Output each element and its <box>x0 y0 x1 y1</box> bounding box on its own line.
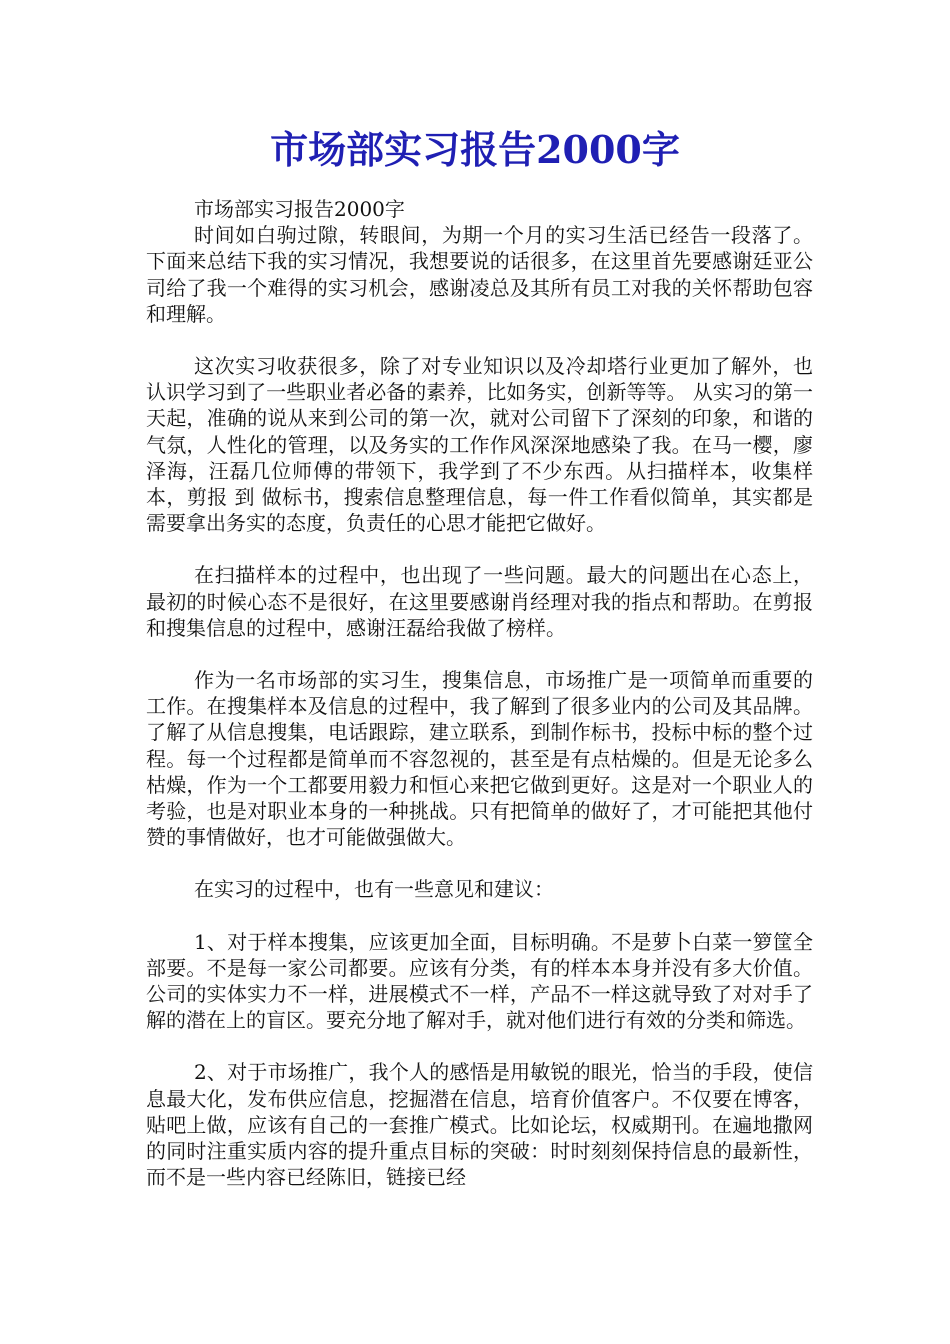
paragraph: 2、对于市场推广，我个人的感悟是用敏锐的眼光，恰当的手段，使信息最大化，发布供应信息，挖掘潜在信息，培育价值客户。不仅要在博客，贴吧上做，应该有自己的一套推广模式。比如论坛，权威期刊。在遍地撒网的同时注重实质内容的提升重点目标的突破：时时刻刻保持信息的最新性，而不是一些内容已经陈旧，链接已经 <box>146 1060 813 1190</box>
document-title: 市场部实习报告2000字 <box>270 127 680 172</box>
paragraph: 在扫描样本的过程中，也出现了一些问题。最大的问题出在心态上，最初的时候心态不是很好，在这里要感谢肖经理对我的指点和帮助。在剪报和搜集信息的过程中，感谢汪磊给我做了榜样。 <box>146 563 813 640</box>
document-body <box>146 196 813 1191</box>
paragraph: 作为一名市场部的实习生，搜集信息，市场推广是一项简单而重要的工作。在搜集样本及信息的过程中，我了解到了很多业内的公司及其品牌。了解了从信息搜集，电话跟踪，建立联系，到制作标书，投标中标的整个过程。每一个过程都是简单而不容忽视的，甚至是有点枯燥的。但是无论多么枯燥，作为一个工都要用毅力和恒心来把它做到更好。这是对一个职业人的考验，也是对职业本身的一种挑战。只有把简单的做好了，才可能把其他付赞的事情做好，也才可能做强做大。 <box>146 668 813 850</box>
paragraph: 1、对于样本搜集，应该更加全面，目标明确。不是萝卜白菜一箩筐全部要。不是每一家公司都要。应该有分类，有的样本本身并没有多大价值。公司的实体实力不一样，进展模式不一样，产品不一样这就导致了对对手了解的潜在上的盲区。要充分地了解对手，就对他们进行有效的分类和筛选。 <box>146 929 813 1033</box>
paragraph-subtitle: 市场部实习报告2000字 <box>194 197 405 221</box>
paragraph: 时间如白驹过隙，转眼间，为期一个月的实习生活已经告一段落了。下面来总结下我的实习情况，我想要说的话很多，在这里首先要感谢廷亚公司给了我一个难得的实习机会，感谢凌总及其所有员工对我的关怀帮助包容和理解。 <box>146 223 813 326</box>
paragraph: 这次实习收获很多，除了对专业知识以及冷却塔行业更加了解外，也认识学习到了一些职业者必备的素养，比如务实，创新等等。 从实习的第一天起，准确的说从来到公司的第一次，就对公司留下了深刻的印象，和谐的气氛，人性化的管理，以及务实的工作作风深深地感染了我。在马一樱，廖泽海，汪磊几位师傅的带领下，我学到了不少东西。从扫描样本，收集样本，剪报 到 做标书，搜索信息整理信息，每一件工作看似简单，其实都是需要拿出务实的态度，负责任的心思才能把它做好。 <box>146 354 813 536</box>
paragraph: 在实习的过程中，也有一些意见和建议： <box>194 877 554 902</box>
